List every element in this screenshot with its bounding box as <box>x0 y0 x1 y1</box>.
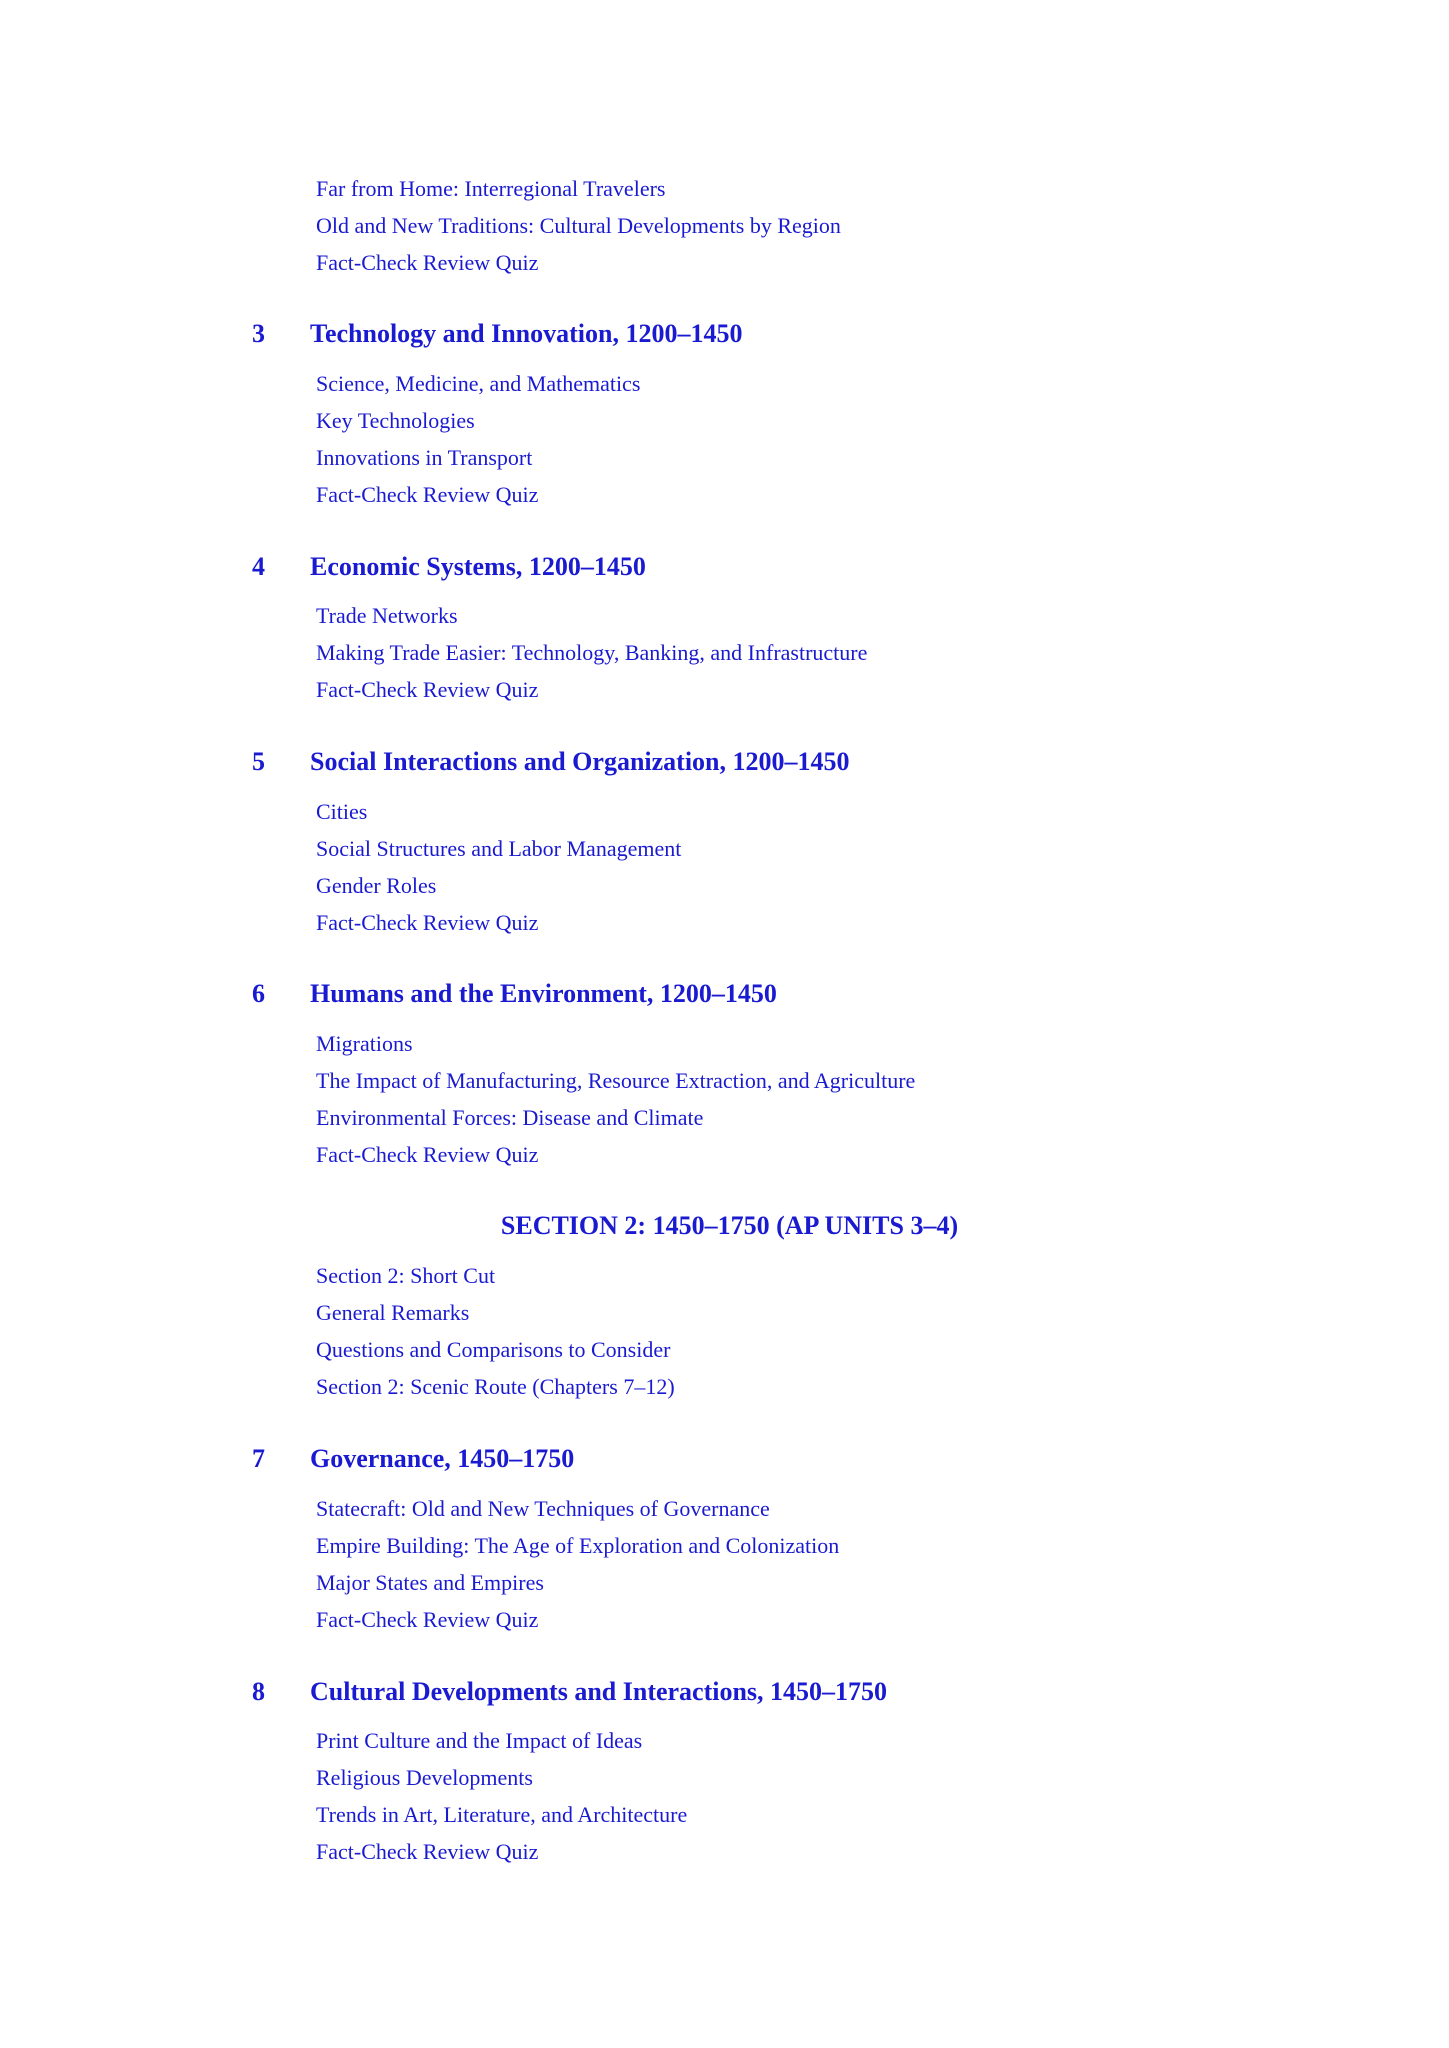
chapter-number: 6 <box>252 979 265 1008</box>
toc-entry[interactable]: Religious Developments <box>316 1765 533 1790</box>
toc-entry[interactable]: Fact-Check Review Quiz <box>316 677 539 702</box>
chapter-number: 4 <box>252 552 265 581</box>
toc-entry[interactable]: Fact-Check Review Quiz <box>316 910 539 935</box>
chapter-title[interactable]: Technology and Innovation, 1200–1450 <box>310 319 743 348</box>
chapter-title[interactable]: Cultural Developments and Interactions, 1450–1750 <box>310 1677 888 1706</box>
chapter-number: 3 <box>252 319 265 348</box>
toc-entry[interactable]: Fact-Check Review Quiz <box>316 250 539 275</box>
toc-entry[interactable]: Gender Roles <box>316 873 437 898</box>
toc-entry[interactable]: Fact-Check Review Quiz <box>316 1142 539 1167</box>
toc-entry[interactable]: Empire Building: The Age of Exploration and Colonization <box>316 1533 840 1558</box>
toc-entry[interactable]: Print Culture and the Impact of Ideas <box>316 1728 643 1753</box>
chapter-title[interactable]: Economic Systems, 1200–1450 <box>310 552 646 581</box>
toc-entry[interactable]: Environmental Forces: Disease and Climate <box>316 1105 704 1130</box>
toc-entry[interactable]: Questions and Comparisons to Consider <box>316 1337 671 1362</box>
chapter-title[interactable]: Social Interactions and Organization, 1200–1450 <box>310 747 850 776</box>
toc-entry[interactable]: Trade Networks <box>316 603 458 628</box>
section-heading[interactable]: SECTION 2: 1450–1750 (AP UNITS 3–4) <box>500 1211 959 1240</box>
chapter-title[interactable]: Governance, 1450–1750 <box>310 1444 575 1473</box>
toc-entry[interactable]: Statecraft: Old and New Techniques of Governance <box>316 1496 770 1521</box>
toc-entry[interactable]: Trends in Art, Literature, and Architecture <box>316 1802 688 1827</box>
toc-entry[interactable]: Cities <box>316 799 368 824</box>
chapter-number: 8 <box>252 1677 265 1706</box>
toc-entry[interactable]: Making Trade Easier: Technology, Banking, and Infrastructure <box>316 640 868 665</box>
toc-entry[interactable]: Migrations <box>316 1031 413 1056</box>
toc-entry[interactable]: Social Structures and Labor Management <box>316 836 682 861</box>
toc-entry[interactable]: Science, Medicine, and Mathematics <box>316 371 641 396</box>
toc-entry[interactable]: Key Technologies <box>316 408 475 433</box>
toc-entry[interactable]: Innovations in Transport <box>316 445 533 470</box>
toc-entry[interactable]: Major States and Empires <box>316 1570 544 1595</box>
toc-entry[interactable]: Fact-Check Review Quiz <box>316 482 539 507</box>
toc-entry[interactable]: General Remarks <box>316 1300 470 1325</box>
toc-entry[interactable]: Fact-Check Review Quiz <box>316 1839 539 1864</box>
toc-entry[interactable]: Section 2: Scenic Route (Chapters 7–12) <box>316 1374 675 1399</box>
chapter-title[interactable]: Humans and the Environment, 1200–1450 <box>310 979 777 1008</box>
toc-entry[interactable]: Section 2: Short Cut <box>316 1263 496 1288</box>
toc-entry[interactable]: Old and New Traditions: Cultural Developments by Region <box>316 213 841 238</box>
chapter-number: 5 <box>252 747 265 776</box>
toc-entry[interactable]: Fact-Check Review Quiz <box>316 1607 539 1632</box>
toc-entry[interactable]: The Impact of Manufacturing, Resource Extraction, and Agriculture <box>316 1068 916 1093</box>
chapter-number: 7 <box>252 1444 265 1473</box>
toc-entry[interactable]: Far from Home: Interregional Travelers <box>316 176 666 201</box>
